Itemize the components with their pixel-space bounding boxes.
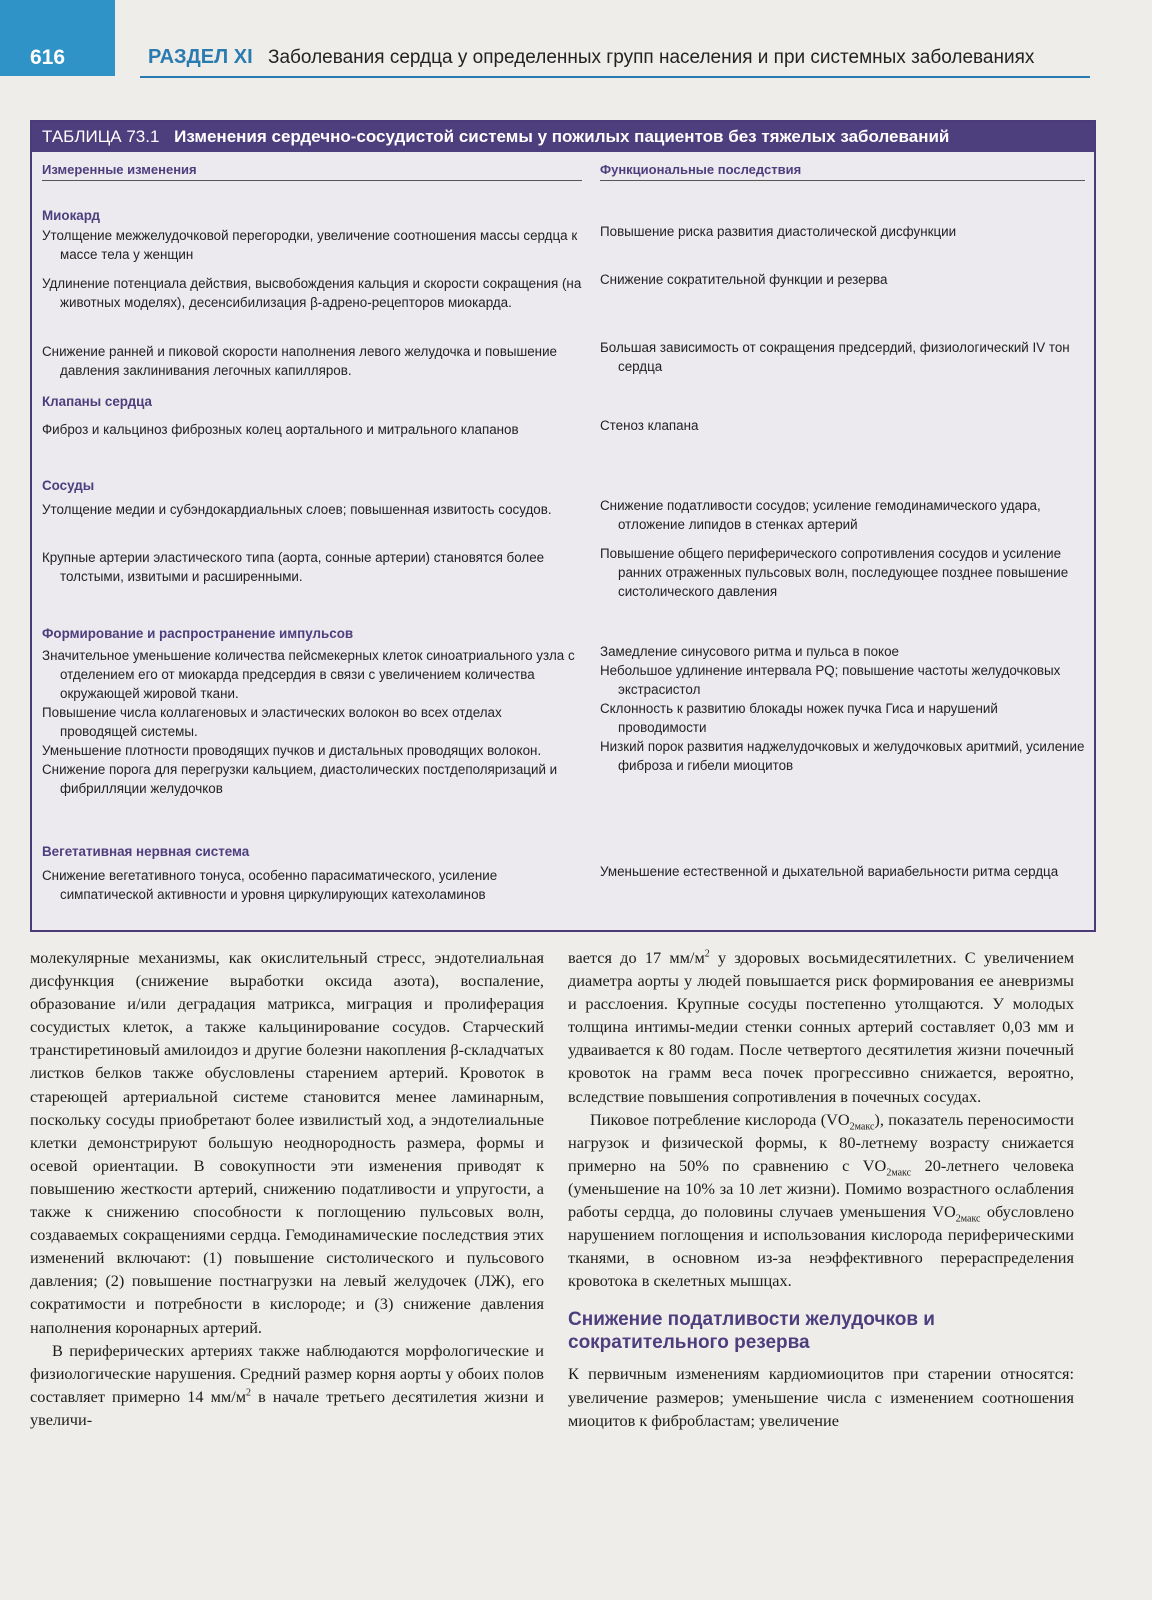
text-run: у здоровых восьмидесятилетних. С увеличением диаметра аорты у людей повышается риск формирования ее аневризмы и расслоения. Крупные сосуды постепенно утолщаются. У молодых толщина интимы-медии стенки сонных артерий составляет 0,03 мм и удваивается к 80 годам. После четвертого десятилетия жизни почечный кровоток на грамм веса почек прогрессивно снижается, вероятно, вследствие повышения сопротивления в почечных сосудах.: [568, 948, 1074, 1106]
text-run: Пиковое потребление кислорода (VO: [590, 1109, 850, 1129]
superscript: 2: [704, 948, 710, 960]
column-header-measured: Измеренные изменения: [42, 162, 197, 177]
table-cell: Низкий порок развития наджелудочковых и желудочковых аритмий, усиление фиброза и гибели миоцитов: [600, 739, 1085, 773]
table-cell: Снижение ранней и пиковой скорости наполнения левого желудочка и повышение давления заклинивания легочных капилляров.: [42, 344, 558, 378]
table-cell: Уменьшение плотности проводящих пучков и дистальных проводящих волокон.: [42, 743, 542, 758]
page-number: 616: [30, 46, 66, 69]
category-myocardium: Миокард: [42, 208, 101, 223]
table-cell: Снижение сократительной функции и резерва: [600, 272, 888, 287]
text-run: В периферических артериях также наблюдаются морфологические и физиологические нарушения. Средний размер корня аорты у обоих полов составляет примерно 14 мм/м: [30, 1340, 544, 1406]
table-cell: Фиброз и кальциноз фиброзных колец аортального и митрального клапанов: [42, 422, 519, 437]
table-cell: Повышение риска развития диастолической дисфункции: [600, 224, 957, 239]
paragraph: К первичным изменениям кардиомиоцитов при старении относятся: увеличение размеров; уменьшение числа с изменением соотношения миоцитов к фибробластам; увеличение: [568, 1364, 1074, 1430]
table-cell: Небольшое удлинение интервала PQ; повышение частоты желудочковых экстрасистол: [600, 663, 1061, 697]
table-cell: Повышение числа коллагеновых и эластических волокон во всех отделах проводящей системы.: [42, 705, 502, 739]
body-column-right: [568, 946, 1074, 1432]
text-run: в начале третьего десятилетия жизни и увеличи-: [30, 1386, 544, 1429]
column-header-consequences: Функциональные последствия: [600, 162, 802, 177]
section-label: РАЗДЕЛ XI: [148, 46, 253, 68]
column-rule: [600, 180, 1085, 181]
subscript: 2макс: [849, 1120, 875, 1132]
table-cell: Удлинение потенциала действия, высвобождения кальция и скорости сокращения (на животных моделях), десенсибилизация β-адрено-рецепторов миокарда.: [42, 276, 582, 310]
header-rule: [140, 76, 1090, 78]
table-cell: Повышение общего периферического сопротивления сосудов и усиление ранних отраженных пульсовых волн, последующее позднее повышение систолического давления: [600, 546, 1069, 599]
category-valves: Клапаны сердца: [42, 394, 152, 409]
category-vessels: Сосуды: [42, 478, 95, 493]
table-73-1: [30, 120, 1096, 932]
table-cell: Уменьшение естественной и дыхательной вариабельности ритма сердца: [600, 864, 1059, 879]
text-run: ), показатель переносимости нагрузок и физической формы, к 80-летнему возрасту снижается примерно на 50% по сравнению с VO: [568, 1109, 1075, 1175]
table-cell: Значительное уменьшение количества пейсмекерных клеток синоатриального узла с отделением его от миокарда предсердия в связи с увеличением количества окружающей жировой ткани.: [42, 648, 575, 701]
text-run: 20-летнего человека (уменьшение на 10% за 10 лет жизни). Помимо возрастного ослабления работы сердца, до половины случаев уменьшения VO: [568, 1155, 1074, 1222]
category-conduction: Формирование и распространение импульсов: [42, 626, 354, 641]
table-cell: Снижение вегетативного тонуса, особенно парасиматического, усиление симпатической активности и уровня циркулирующих катехоламинов: [42, 868, 498, 902]
table-cell: Замедление синусового ритма и пульса в покое: [600, 644, 899, 659]
text-run: обусловлено нарушением поглощения и использования кислорода периферическими тканями, в основном из-за неэффективного перераспределения кровотока в скелетных мышцах.: [568, 1202, 1074, 1291]
paragraph: [568, 1108, 1074, 1293]
table-title-bar: [32, 122, 1094, 152]
paragraph: [30, 1339, 544, 1431]
table-label: ТАБЛИЦА 73.1: [42, 127, 160, 146]
section-title: Заболевания сердца у определенных групп населения и при системных заболеваниях: [268, 47, 1035, 68]
category-autonomic: Вегетативная нервная система: [42, 844, 250, 859]
subscript: 2макс: [955, 1213, 981, 1225]
column-rule: [42, 180, 582, 181]
superscript: 2: [246, 1387, 252, 1399]
table-cell: Склонность к развитию блокады ножек пучка Гиса и нарушений проводимости: [600, 701, 998, 735]
text-run: вается до 17 мм/м: [568, 948, 705, 967]
body-column-left: [30, 946, 544, 1431]
table-cell: Крупные артерии эластического типа (аорта, сонные артерии) становятся более толстыми, извитыми и расширенными.: [42, 550, 545, 584]
table-cell: Утолщение межжелудочковой перегородки, увеличение соотношения массы сердца к массе тела у женщин: [42, 228, 578, 262]
paragraph: молекулярные механизмы, как окислительный стресс, эндотелиальная дисфункция (снижение выработки оксида азота), воспаление, образование и/или деградация матрикса, миграция и пролиферация сосудистых клеток, а также кальцинирование сосудов. Старческий транстиретиновый амилоидоз и другие болезни накопления β-складчатых листков белков также обусловлены старением артерий. Кровоток в стареющей артериальной системе становится менее ламинарным, поскольку сосуды приобретают более извилистый ход, а эндотелиальные клетки демонстрируют большую неоднородность размера, формы и осевой ориентации. В совокупности эти изменения приводят к повышению жесткости артерий, снижению податливости и упругости, а также к снижению способности к поглощению пульсовых волн, создаваемых сокращениями сердца. Гемодинамические последствия этих изменений включают: (1) повышение систолического и пульсового давления; (2) повышение постнагрузки на левый желудочек (ЛЖ), его сократимости и потребности в кислороде; и (3) снижение давления наполнения коронарных артерий.: [30, 948, 544, 1337]
table-cell: Большая зависимость от сокращения предсердий, физиологический IV тон сердца: [600, 340, 1070, 374]
table-cell: Снижение порога для перегрузки кальцием, диастолических постдеполяризаций и фибрилляции желудочков: [42, 762, 558, 796]
table-cell: Утолщение медии и субэндокардиальных слоев; повышенная извитость сосудов.: [42, 502, 552, 517]
subscript: 2макс: [886, 1167, 912, 1179]
table-cell: Снижение податливости сосудов; усиление гемодинамического удара, отложение липидов в стенках артерий: [600, 498, 1041, 532]
section-subheading: Снижение податливости желудочков и сократительного резерва: [568, 1309, 935, 1354]
table-cell: Стеноз клапана: [600, 418, 699, 433]
table-title: Изменения сердечно-сосудистой системы у пожилых пациентов без тяжелых заболеваний: [174, 127, 950, 146]
paragraph: [568, 946, 1074, 1108]
